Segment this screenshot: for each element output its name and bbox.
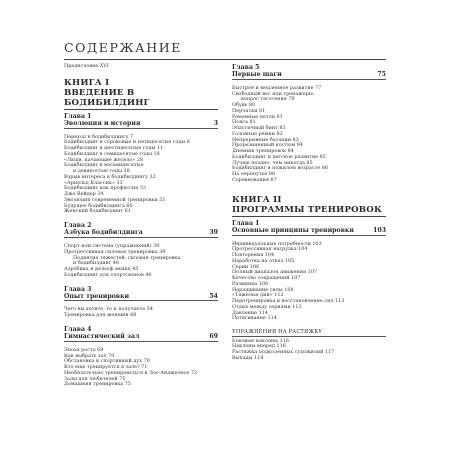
- toc-entry: Необязательно тренироваться в Лос-Анджелесе 72: [64, 369, 198, 376]
- preface-entry: Предисловие XVI: [64, 63, 109, 69]
- toc-entry: Серии 106: [232, 263, 260, 270]
- title-rule: [64, 59, 386, 60]
- toc-entry: Бодибилдинг в пожилом возрасте 86: [232, 165, 328, 172]
- toc-entry: Бодибилдинг в семидесятые годы 18: [64, 150, 160, 157]
- toc-entry: Соревнования 87: [232, 176, 277, 183]
- book-2-rule: [232, 216, 386, 217]
- toc-entry: «Арнольд Классик» 33: [64, 179, 123, 186]
- toc-entry: Бодибилдинг для спортсменов 46: [64, 271, 152, 278]
- toc-entry: Боковые наклоны 116: [232, 337, 289, 344]
- toc-left-column: [64, 64, 218, 388]
- chapter-5-label: Глава 5: [232, 64, 260, 71]
- toc-entry: Обувь 80: [232, 102, 256, 109]
- book-2-chapter-1-label: Глава 1: [232, 219, 260, 227]
- toc-entry: Поднятие тяжестей, силовая тренировка: [73, 254, 181, 261]
- chapter-1-page: 3: [213, 119, 218, 127]
- toc-entry: Бодибилдинг как профессия 33: [64, 185, 147, 192]
- chapter-rule: [64, 341, 218, 342]
- toc-entry: Ременные петли 81: [232, 113, 283, 120]
- chapter-3-label: Глава 3: [64, 285, 92, 293]
- toc-entry: Эпоха роста 69: [64, 346, 104, 353]
- page-title: СОДЕРЖАНИЕ: [64, 40, 182, 55]
- chapter-4-page: 69: [209, 333, 218, 341]
- chapter-2-title: Азбука бодибилдинга 39: [64, 229, 218, 237]
- chapter-rule: [64, 237, 218, 238]
- toc-entry: Наклоны вперед 116: [232, 343, 286, 350]
- toc-entry: Эластичный бинт 83: [232, 125, 286, 132]
- toc-right-column: [232, 64, 386, 362]
- toc-entry: «Тяжелые дни» 112: [232, 292, 284, 299]
- toc-entry: Индивидуальные потребности 103: [232, 240, 322, 247]
- toc-entry: Будущее бодибилдинга 60: [64, 202, 133, 209]
- book-1-title: ВВЕДЕНИЕ В БОДИБИЛДИНГ: [64, 87, 150, 108]
- toc-entry: Как выбрать зал 70: [64, 352, 115, 359]
- book-1-rule: [64, 109, 218, 110]
- chapter-5-page: 75: [377, 71, 386, 79]
- book-2-title: ПРОГРАММЫ ТРЕНИРОВОК: [232, 204, 382, 215]
- toc-entry: Джо Вейдер 34: [64, 191, 104, 198]
- book-2-chapter-1-title: Основные принципы тренировки 103: [232, 226, 386, 234]
- chapter-1-title: Эволюция и история 3: [64, 119, 218, 127]
- toc-entry: Повторения 104: [232, 252, 275, 259]
- toc-entry: Переход к бодибилдингу 7: [64, 133, 134, 140]
- chapter-2-label: Глава 2: [64, 222, 92, 230]
- toc-entry: Кто еще тренируется в зале? 71: [64, 364, 148, 371]
- toc-entry: Растяжка подколенных сухожилий 117: [232, 349, 335, 356]
- book-1-label: КНИГА I: [64, 77, 110, 88]
- toc-entry: Лучше поздно, чем никогда 85: [232, 159, 313, 166]
- toc-entry: На перепутье 86: [232, 171, 276, 178]
- toc-entry: Выпады 118: [232, 354, 264, 361]
- toc-entry: Взрыв интереса к бодибилдингу 32: [64, 173, 156, 180]
- toc-entry: Домашняя тренировка 75: [64, 381, 132, 388]
- book-2-label: КНИГА II: [232, 194, 282, 205]
- toc-entry: Давление 114: [232, 309, 268, 316]
- toc-entry: и девяностые годы 28: [73, 168, 130, 175]
- toc-entry: Непрерывные батации 83: [232, 136, 299, 143]
- toc-entry: Прорезиненный костюм 84: [232, 142, 303, 149]
- toc-entry: Бодибилдинг и детское развитие 85: [232, 153, 326, 160]
- toc-entry: Потягивание 114: [232, 315, 277, 322]
- chapter-1-label: Глава 1: [64, 112, 92, 120]
- toc-entry: Обстановка и спортивный дух 70: [64, 358, 150, 365]
- toc-entry: «Люди, качающие железо» 28: [64, 156, 144, 163]
- toc-entry: Свободный вес или тренажеры:: [232, 90, 315, 97]
- book-2-chapter-1-page: 103: [373, 226, 386, 234]
- toc-entry: Наращивание силы 108: [232, 286, 294, 293]
- toc-entry: Пояса 81: [232, 119, 256, 126]
- toc-entry: Эволюция современной тренировки 51: [64, 196, 166, 203]
- toc-entry: Дневник тренировок 84: [232, 148, 294, 155]
- toc-entry: Прогрессивная силовая тренировка 39: [64, 248, 166, 255]
- chapter-rule: [232, 79, 386, 80]
- chapter-rule: [64, 128, 218, 129]
- toc-entry: Отдых между сериями 113: [232, 303, 302, 310]
- chapter-2-page: 39: [209, 229, 218, 237]
- toc-entry: вопрос тяготения 79: [241, 96, 295, 103]
- toc-entry: Женский бодибилдинг 61: [64, 208, 131, 215]
- chapter-4-title: Гимнастический зал 69: [64, 333, 218, 341]
- toc-entry: Чего вы хотите, то и получаете 54: [64, 306, 153, 313]
- toc-entry: Перетренировка и восстановление сил 113: [232, 298, 345, 305]
- toc-entry: Спорт или система (упражнений) 39: [64, 243, 160, 250]
- toc-entry: Залы для любителей 75: [64, 375, 126, 382]
- toc-entry: Аэробика и рельеф мышц 45: [64, 266, 139, 273]
- toc-entry: Головные ремни 83: [232, 130, 283, 137]
- chapter-rule: [232, 235, 386, 236]
- toc-entry: Качество сокращений 107: [232, 275, 301, 282]
- toc-entry: Наработка на отказ 105: [232, 257, 295, 264]
- chapter-rule: [64, 300, 218, 301]
- section-rule: [232, 336, 386, 337]
- toc-entry: Быстрое и медленное развитие 77: [232, 84, 322, 91]
- toc-entry: Полный диапазон движения 107: [232, 269, 317, 276]
- chapter-3-title: Опыт тренировки 54: [64, 292, 218, 300]
- chapter-5-title: Первые шаги 75: [232, 71, 386, 79]
- chapter-3-page: 54: [209, 292, 218, 300]
- chapter-4-label: Глава 4: [64, 325, 92, 333]
- toc-entry: Перчатки 81: [232, 107, 266, 114]
- toc-entry: Бодибилдинг в шестидесятые годы 11: [64, 145, 164, 152]
- toc-entry: Бодибилдинг в сороковые и пятидесятые годы 8: [64, 139, 190, 146]
- stretching-heading: УПРАЖНЕНИЯ НА РАСТЯЖКУ: [232, 329, 323, 336]
- toc-entry: и бодибилдинг 40: [73, 260, 120, 267]
- toc-entry: Бодибилдинг в восьмидесятые: [64, 162, 144, 169]
- toc-entry: Разминка 108: [232, 280, 269, 287]
- toc-entry: Тренировка для женщин 68: [64, 312, 137, 319]
- toc-entry: Прогрессивная нагрузка 104: [232, 246, 308, 253]
